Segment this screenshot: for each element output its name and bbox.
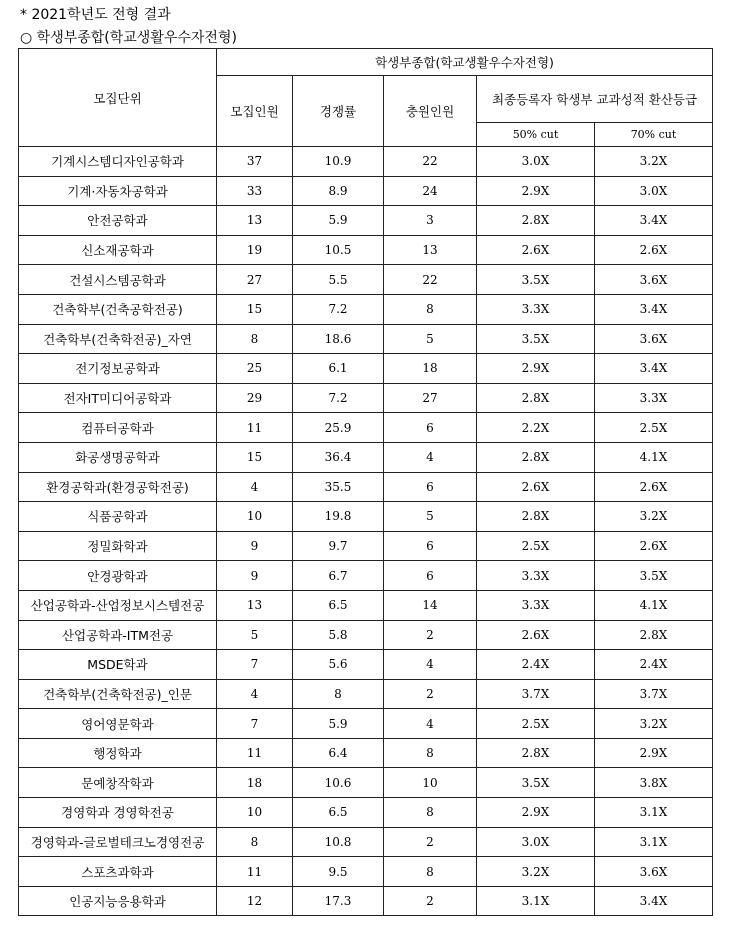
cut70-cell: 2.4X (595, 650, 713, 680)
cut70-cell: 2.9X (595, 738, 713, 768)
cut70-cell: 3.8X (595, 768, 713, 798)
quota-cell: 18 (217, 768, 293, 798)
table-row (19, 886, 713, 916)
extra-cell: 4 (384, 650, 477, 680)
extra-cell: 14 (384, 590, 477, 620)
table-row (19, 798, 713, 828)
table-row (19, 679, 713, 709)
unit-name-cell: 기계·자동차공학과 (19, 176, 217, 206)
unit-name-cell: 전기정보공학과 (19, 354, 217, 384)
table-row (19, 176, 713, 206)
extra-cell: 13 (384, 235, 477, 265)
unit-name-cell: 건축학부(건축학전공)_인문 (19, 679, 217, 709)
page-heading: * 2021학년도 전형 결과 (20, 7, 171, 23)
cut50-cell: 2.5X (477, 531, 595, 561)
table-row (19, 561, 713, 591)
cut70-cell: 3.6X (595, 265, 713, 295)
cut50-cell: 3.0X (477, 827, 595, 857)
unit-name-cell: 스포츠과학과 (19, 857, 217, 887)
unit-name-cell: 건축학부(건축학전공)_자연 (19, 324, 217, 354)
ratio-cell: 6.5 (293, 798, 384, 828)
unit-name-cell: 신소재공학과 (19, 235, 217, 265)
extra-cell: 10 (384, 768, 477, 798)
cut70-cell: 3.1X (595, 798, 713, 828)
ratio-cell: 8.9 (293, 176, 384, 206)
quota-cell: 10 (217, 502, 293, 532)
quota-cell: 4 (217, 472, 293, 502)
quota-cell: 8 (217, 827, 293, 857)
extra-cell: 8 (384, 738, 477, 768)
table-row (19, 265, 713, 295)
unit-name-cell: 영어영문학과 (19, 709, 217, 739)
extra-cell: 5 (384, 502, 477, 532)
quota-cell: 29 (217, 383, 293, 413)
ratio-cell: 5.9 (293, 206, 384, 236)
cut50-cell: 2.9X (477, 176, 595, 206)
cut70-cell: 3.4X (595, 206, 713, 236)
quota-cell: 8 (217, 324, 293, 354)
table-row (19, 206, 713, 236)
table-row (19, 650, 713, 680)
quota-cell: 13 (217, 590, 293, 620)
cut70-cell: 3.2X (595, 709, 713, 739)
quota-cell: 11 (217, 738, 293, 768)
ratio-cell: 19.8 (293, 502, 384, 532)
quota-cell: 15 (217, 294, 293, 324)
cut50-cell: 3.3X (477, 561, 595, 591)
cut70-cell: 2.6X (595, 531, 713, 561)
grade-header: 최종등록자 학생부 교과성적 환산등급 (477, 76, 713, 123)
quota-header: 모집인원 (217, 76, 293, 147)
ratio-cell: 8 (293, 679, 384, 709)
unit-name-cell: 컴퓨터공학과 (19, 413, 217, 443)
table-row (19, 768, 713, 798)
cut50-cell: 2.8X (477, 502, 595, 532)
table-row (19, 413, 713, 443)
table-row (19, 324, 713, 354)
cut70-cell: 3.7X (595, 679, 713, 709)
cut70-cell: 3.4X (595, 294, 713, 324)
ratio-cell: 36.4 (293, 442, 384, 472)
cut70-header: 70% cut (595, 123, 713, 147)
cut50-cell: 2.6X (477, 235, 595, 265)
cut50-cell: 3.2X (477, 857, 595, 887)
quota-cell: 27 (217, 265, 293, 295)
ratio-cell: 5.9 (293, 709, 384, 739)
ratio-cell: 35.5 (293, 472, 384, 502)
table-row (19, 709, 713, 739)
ratio-cell: 7.2 (293, 383, 384, 413)
cut70-cell: 2.8X (595, 620, 713, 650)
cut50-cell: 2.8X (477, 383, 595, 413)
table-row (19, 590, 713, 620)
table-row (19, 383, 713, 413)
section-subheading: ○ 학생부종합(학교생활우수자전형) (20, 30, 237, 46)
cut70-cell: 3.6X (595, 857, 713, 887)
extra-cell: 6 (384, 413, 477, 443)
cut70-cell: 3.5X (595, 561, 713, 591)
ratio-cell: 5.5 (293, 265, 384, 295)
extra-cell: 18 (384, 354, 477, 384)
extra-cell: 8 (384, 857, 477, 887)
extra-cell: 8 (384, 798, 477, 828)
table-row (19, 620, 713, 650)
extra-cell: 6 (384, 531, 477, 561)
extra-cell: 5 (384, 324, 477, 354)
cut50-cell: 3.5X (477, 265, 595, 295)
unit-name-cell: 행정학과 (19, 738, 217, 768)
ratio-cell: 9.5 (293, 857, 384, 887)
cut50-cell: 2.8X (477, 738, 595, 768)
cut70-cell: 3.6X (595, 324, 713, 354)
ratio-cell: 6.7 (293, 561, 384, 591)
unit-name-cell: 전자IT미디어공학과 (19, 383, 217, 413)
ratio-cell: 10.8 (293, 827, 384, 857)
ratio-cell: 10.9 (293, 147, 384, 177)
unit-name-cell: 환경공학과(환경공학전공) (19, 472, 217, 502)
cut70-cell: 3.4X (595, 354, 713, 384)
cut70-cell: 3.1X (595, 827, 713, 857)
cut50-cell: 3.1X (477, 886, 595, 916)
cut50-cell: 2.8X (477, 206, 595, 236)
cut70-cell: 2.5X (595, 413, 713, 443)
table-row (19, 472, 713, 502)
cut50-cell: 2.6X (477, 620, 595, 650)
extra-cell: 22 (384, 265, 477, 295)
ratio-header: 경쟁률 (293, 76, 384, 147)
unit-name-cell: 산업공학과-ITM전공 (19, 620, 217, 650)
ratio-cell: 5.6 (293, 650, 384, 680)
unit-name-cell: 식품공학과 (19, 502, 217, 532)
quota-cell: 13 (217, 206, 293, 236)
cut50-cell: 3.0X (477, 147, 595, 177)
quota-cell: 25 (217, 354, 293, 384)
ratio-cell: 6.4 (293, 738, 384, 768)
cut50-cell: 2.6X (477, 472, 595, 502)
quota-cell: 33 (217, 176, 293, 206)
unit-name-cell: 산업공학과-산업정보시스템전공 (19, 590, 217, 620)
cut50-cell: 2.9X (477, 798, 595, 828)
table-row (19, 442, 713, 472)
ratio-cell: 18.6 (293, 324, 384, 354)
table-row (19, 502, 713, 532)
quota-cell: 11 (217, 857, 293, 887)
quota-cell: 5 (217, 620, 293, 650)
table-row (19, 857, 713, 887)
cut70-cell: 4.1X (595, 442, 713, 472)
quota-cell: 7 (217, 709, 293, 739)
unit-name-cell: 정밀화학과 (19, 531, 217, 561)
table-row (19, 531, 713, 561)
ratio-cell: 25.9 (293, 413, 384, 443)
admission-results-table (18, 48, 713, 916)
cut50-cell: 2.4X (477, 650, 595, 680)
table-row (19, 354, 713, 384)
table-row (19, 235, 713, 265)
ratio-cell: 10.5 (293, 235, 384, 265)
unit-name-cell: 인공지능응용학과 (19, 886, 217, 916)
extra-cell: 2 (384, 886, 477, 916)
quota-cell: 19 (217, 235, 293, 265)
cut50-cell: 2.8X (477, 442, 595, 472)
cut50-cell: 3.5X (477, 768, 595, 798)
cut50-cell: 2.5X (477, 709, 595, 739)
cut50-header: 50% cut (477, 123, 595, 147)
unit-name-cell: 건축학부(건축공학전공) (19, 294, 217, 324)
quota-cell: 37 (217, 147, 293, 177)
unit-name-cell: 기계시스템디자인공학과 (19, 147, 217, 177)
quota-cell: 10 (217, 798, 293, 828)
unit-name-cell: 안경광학과 (19, 561, 217, 591)
table-row (19, 147, 713, 177)
cut50-cell: 3.7X (477, 679, 595, 709)
unit-name-cell: MSDE학과 (19, 650, 217, 680)
ratio-cell: 17.3 (293, 886, 384, 916)
extra-cell: 24 (384, 176, 477, 206)
extra-cell: 2 (384, 679, 477, 709)
unit-name-cell: 안전공학과 (19, 206, 217, 236)
cut50-cell: 3.3X (477, 294, 595, 324)
cut70-cell: 4.1X (595, 590, 713, 620)
cut50-cell: 3.5X (477, 324, 595, 354)
extra-cell: 4 (384, 442, 477, 472)
unit-name-cell: 건설시스템공학과 (19, 265, 217, 295)
cut50-cell: 2.2X (477, 413, 595, 443)
cut70-cell: 3.3X (595, 383, 713, 413)
cut70-cell: 2.6X (595, 472, 713, 502)
table-row (19, 294, 713, 324)
unit-name-cell: 문예창작학과 (19, 768, 217, 798)
ratio-cell: 9.7 (293, 531, 384, 561)
unit-name-cell: 화공생명공학과 (19, 442, 217, 472)
extra-cell: 22 (384, 147, 477, 177)
extra-cell: 2 (384, 620, 477, 650)
group-header: 학생부종합(학교생활우수자전형) (217, 49, 713, 76)
ratio-cell: 6.5 (293, 590, 384, 620)
cut70-cell: 3.4X (595, 886, 713, 916)
extra-cell: 8 (384, 294, 477, 324)
table-row (19, 827, 713, 857)
cut70-cell: 3.0X (595, 176, 713, 206)
ratio-cell: 7.2 (293, 294, 384, 324)
ratio-cell: 6.1 (293, 354, 384, 384)
extra-cell: 6 (384, 472, 477, 502)
quota-cell: 7 (217, 650, 293, 680)
quota-cell: 9 (217, 531, 293, 561)
cut70-cell: 2.6X (595, 235, 713, 265)
quota-cell: 9 (217, 561, 293, 591)
unit-name-cell: 경영학과 경영학전공 (19, 798, 217, 828)
extra-header: 충원인원 (384, 76, 477, 147)
cut50-cell: 2.9X (477, 354, 595, 384)
quota-cell: 11 (217, 413, 293, 443)
table-row (19, 738, 713, 768)
ratio-cell: 10.6 (293, 768, 384, 798)
cut70-cell: 3.2X (595, 502, 713, 532)
extra-cell: 2 (384, 827, 477, 857)
cut70-cell: 3.2X (595, 147, 713, 177)
extra-cell: 4 (384, 709, 477, 739)
ratio-cell: 5.8 (293, 620, 384, 650)
extra-cell: 3 (384, 206, 477, 236)
unit-name-cell: 경영학과-글로벌테크노경영전공 (19, 827, 217, 857)
extra-cell: 27 (384, 383, 477, 413)
quota-cell: 12 (217, 886, 293, 916)
extra-cell: 6 (384, 561, 477, 591)
unit-header: 모집단위 (19, 49, 217, 147)
quota-cell: 4 (217, 679, 293, 709)
quota-cell: 15 (217, 442, 293, 472)
cut50-cell: 3.3X (477, 590, 595, 620)
